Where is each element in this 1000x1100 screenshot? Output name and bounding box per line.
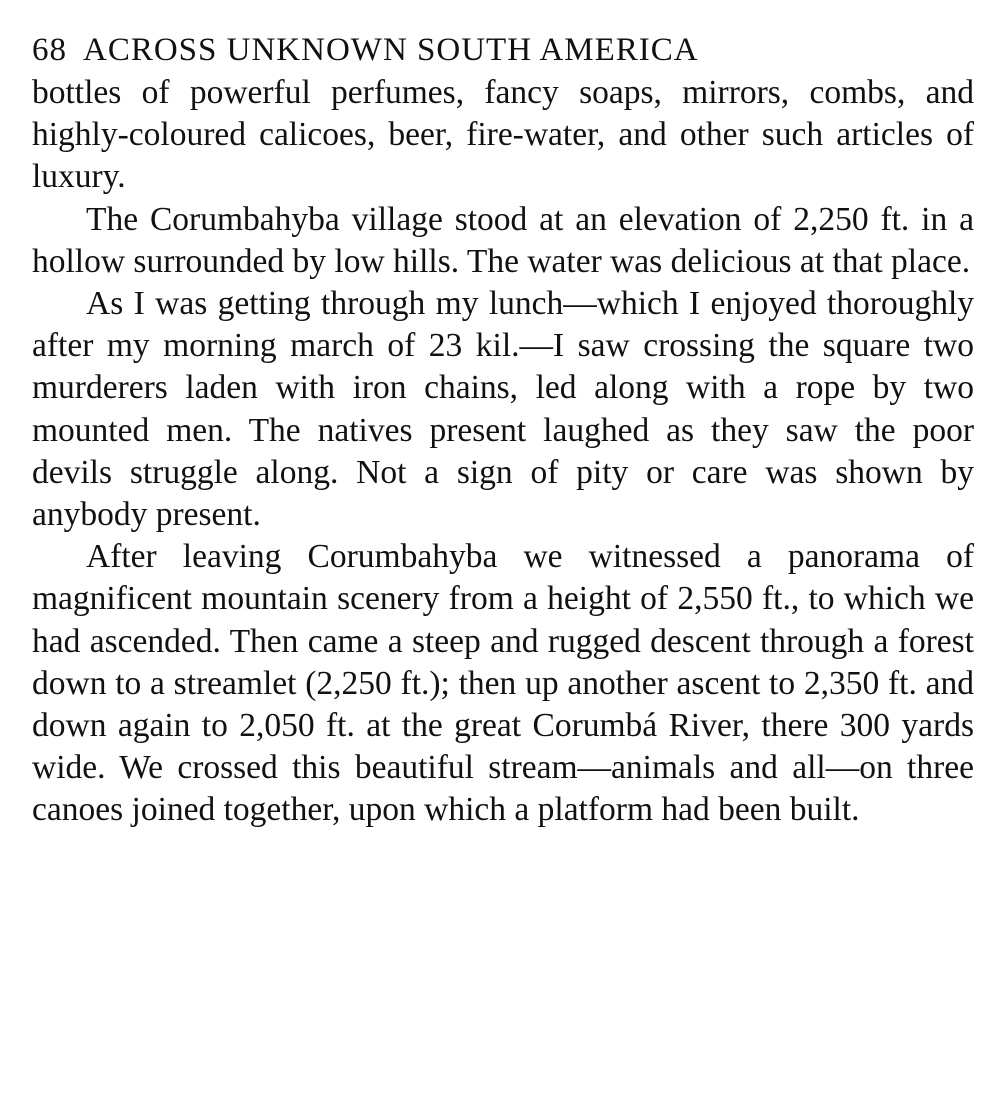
paragraph-village: The Corumbahyba village stood at an elevation of 2,250 ft. in a hollow surrounded by low hills. The water was delicious at that place. [32,200,974,280]
paragraph-descent: After leaving Corumbahyba we witnessed a panorama of magnificent mountain scenery from a height of 2,550 ft., to which we had ascended. Then came a steep and rugged descent through a forest down to a streamlet (2,250 ft.); then up another ascent to 2,350 ft. and down again to 2,050 ft. at the great Corumbá River, there 300 yards wide. We crossed this beautiful stream—animals and all—on three canoes joined together, upon which a platform had been built. [32,538,974,829]
book-page [32,28,974,832]
running-head [32,28,974,72]
running-title: ACROSS UNKNOWN SOUTH AMERICA [83,32,699,68]
paragraph-continuation: bottles of powerful perfumes, fancy soaps, mirrors, combs, and highly-coloured calicoes, beer, fire-water, and other such articles of luxury. [32,74,974,196]
page-number: 68 [32,32,67,68]
paragraph-lunch: As I was getting through my lunch—which I enjoyed thoroughly after my morning march of 23 kil.—I saw crossing the square two murderers laden with iron chains, led along with a rope by two mounted men. The natives present laughed as they saw the poor devils struggle along. Not a sign of pity or care was shown by anybody present. [32,285,974,534]
